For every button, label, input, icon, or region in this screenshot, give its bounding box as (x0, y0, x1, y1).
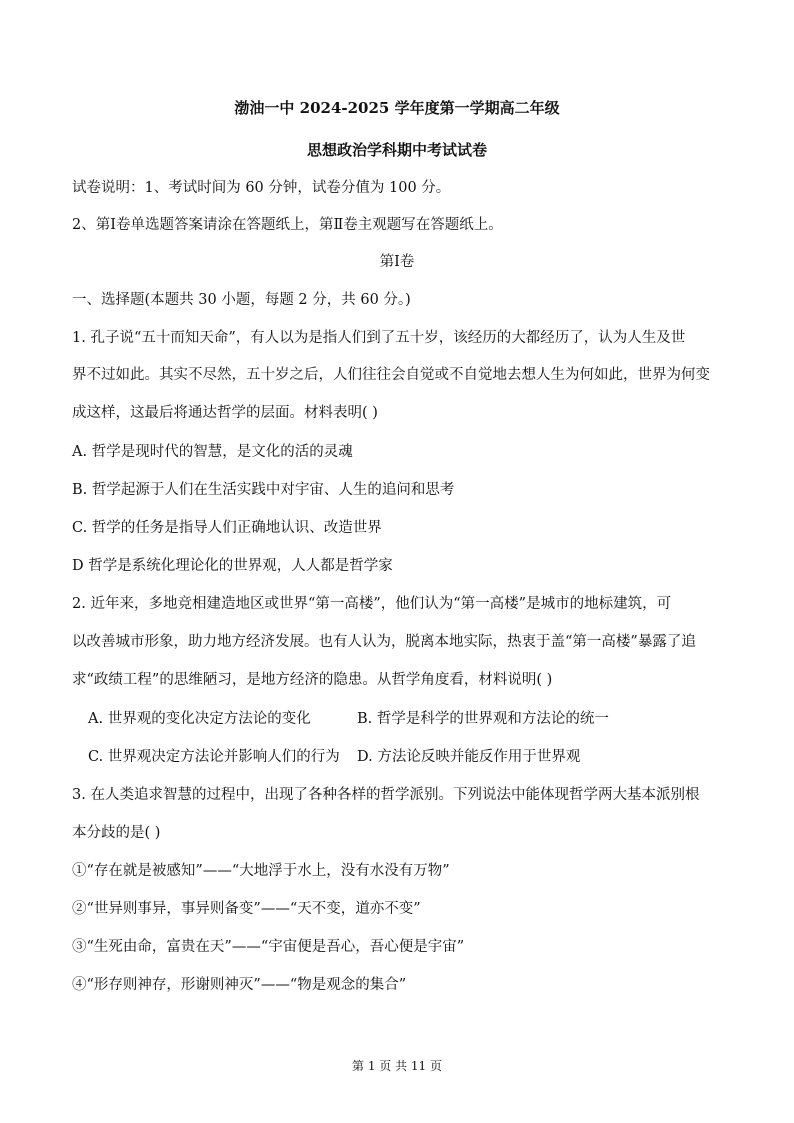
question-1-option-d: D 哲学是系统化理论化的世界观，人人都是哲学家 (72, 558, 393, 574)
question-2-option-a: A. 世界观的变化决定方法论的变化 (88, 711, 311, 727)
exam-title-line2: 思想政治学科期中考试试卷 (306, 141, 487, 159)
volume-heading: 第Ⅰ卷 (379, 254, 415, 270)
question-2-stem-line1: 2. 近年来，多地竞相建造地区或世界“第一高楼”，他们认为“第一高楼”是城市的地标建筑，可 (72, 596, 672, 612)
exam-title-line1: 渤油一中 2024-2025 学年度第一学期高二年级 (234, 99, 560, 117)
question-1-option-a: A. 哲学是现时代的智慧，是文化的活的灵魂 (72, 444, 353, 460)
question-3-stem-line2: 本分歧的是( ) (72, 825, 161, 841)
instructions-line2: 2、第Ⅰ卷单选题答案请涂在答题纸上，第Ⅱ卷主观题写在答题纸上。 (72, 217, 503, 233)
question-2-option-d: D. 方法论反映并能反作用于世界观 (357, 749, 581, 765)
question-3-item-2: ②“世异则事异，事异则备变”——“天不变，道亦不变” (72, 901, 421, 917)
question-1-option-b: B. 哲学起源于人们在生活实践中对宇宙、人生的追问和思考 (72, 482, 455, 498)
instructions-line1: 试卷说明：1、考试时间为 60 分钟，试卷分值为 100 分。 (72, 180, 451, 196)
question-3-stem-line1: 3. 在人类追求智慧的过程中，出现了各种各样的哲学派别。下列说法中能体现哲学两大基本派别根 (72, 787, 700, 803)
question-2-option-c: C. 世界观决定方法论并影响人们的行为 (88, 749, 340, 765)
section-heading: 一、选择题(本题共 30 小题，每题 2 分，共 60 分。) (72, 292, 411, 308)
question-3-item-3: ③“生死由命，富贵在天”——“宇宙便是吾心，吾心便是宇宙” (72, 939, 465, 955)
question-2-option-b: B. 哲学是科学的世界观和方法论的统一 (357, 711, 609, 727)
question-3-item-4: ④“形存则神存，形谢则神灭”——“物是观念的集合” (72, 977, 407, 993)
page-number-footer: 第 1 页 共 11 页 (352, 1059, 442, 1073)
question-1-stem-line3: 成这样，这最后将通达哲学的层面。材料表明( ) (72, 405, 378, 421)
question-1-stem-line2: 界不过如此。其实不尽然，五十岁之后，人们往往会自觉或不自觉地去想人生为何如此，世界为何变 (72, 367, 710, 383)
question-3-item-1: ①“存在就是被感知”——“大地浮于水上，没有水没有万物” (72, 863, 450, 879)
question-1-option-c: C. 哲学的任务是指导人们正确地认识、改造世界 (72, 520, 382, 536)
question-2-stem-line2: 以改善城市形象，助力地方经济发展。也有人认为，脱离本地实际，热衷于盖“第一高楼”暴露了追 (72, 634, 696, 650)
question-1-stem-line1: 1. 孔子说“五十而知天命”，有人以为是指人们到了五十岁，该经历的大都经历了，认为人生及世 (72, 330, 686, 346)
question-2-stem-line3: 求“政绩工程”的思维陋习，是地方经济的隐患。从哲学角度看，材料说明( ) (72, 672, 553, 688)
